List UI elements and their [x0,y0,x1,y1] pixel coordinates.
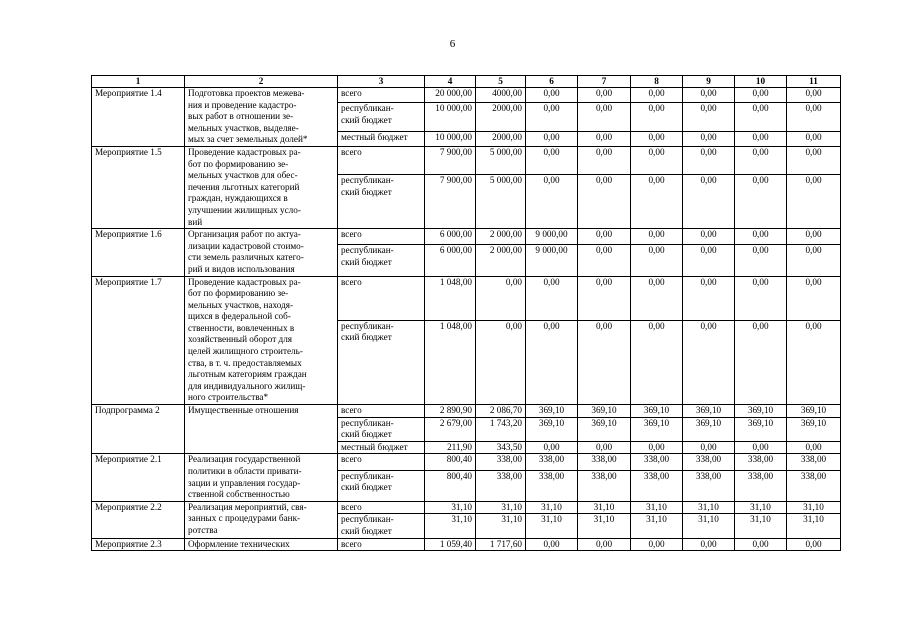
amount-cell: 5 000,00 [476,146,526,174]
header-cell: 10 [735,76,787,88]
item-name-cell: Мероприятие 1.4 [92,88,185,147]
amount-cell: 0,00 [631,131,683,146]
amount-cell: 369,10 [787,417,841,441]
funding-source-line: местный бюджет [341,131,408,142]
header-cell: 2 [185,76,338,88]
amount-cell: 31,10 [526,501,578,514]
amount-cell: 5 000,00 [476,175,526,229]
funding-source-line: всего [341,538,362,549]
amount-cell: 369,10 [735,405,787,418]
amount-cell: 338,00 [476,454,526,470]
amount-cell: 0,00 [683,88,735,103]
description-line: мельных участков, выделяе- [188,122,299,133]
amount-cell: 2 000,00 [476,229,526,245]
description-line: бот по формированию зе- [188,158,289,169]
funding-source-cell [338,175,425,229]
funding-source-line: ский бюджет [341,186,392,197]
amount-cell: 0,00 [683,175,735,229]
amount-cell: 0,00 [526,441,578,454]
amount-cell: 2000,00 [476,103,526,132]
amount-cell: 0,00 [526,276,578,320]
amount-cell: 369,10 [526,405,578,418]
amount-cell: 0,00 [735,175,787,229]
amount-cell: 0,00 [735,103,787,132]
amount-cell: 0,00 [787,88,841,103]
description-line: хозяйственный оборот для [188,334,293,345]
table-row [92,229,841,245]
item-description-cell [185,538,338,551]
item-description-cell [185,454,338,501]
funding-source-line: ский бюджет [341,256,392,267]
page-number: 6 [449,38,456,50]
amount-cell: 0,00 [787,229,841,245]
funding-source-line: ский бюджет [341,429,392,440]
amount-cell: 0,00 [787,538,841,551]
amount-cell: 0,00 [683,146,735,174]
amount-cell: 0,00 [578,103,631,132]
funding-source-cell [338,514,425,538]
table-body [92,88,841,551]
header-cell: 3 [338,76,425,88]
amount-cell: 0,00 [787,175,841,229]
funding-source-line: всего [341,88,362,98]
item-name-cell: Мероприятие 1.6 [92,229,185,276]
item-name-cell: Мероприятие 1.5 [92,146,185,228]
item-name-cell: Подпрограмма 2 [92,405,185,454]
description-line: Оформление технических [188,538,290,549]
amount-cell: 0,00 [631,103,683,132]
budget-table [91,75,841,551]
funding-source-cell [338,538,425,551]
amount-cell: 338,00 [735,470,787,501]
amount-cell: 338,00 [578,470,631,501]
description-line: улучшении жилищных усло- [188,204,301,215]
description-line: вых работ в отношении зе- [188,111,294,122]
amount-cell: 0,00 [578,538,631,551]
description-line: мельных участков, находя- [188,299,294,310]
amount-cell: 0,00 [526,88,578,103]
amount-cell: 0,00 [735,146,787,174]
header-cell: 6 [526,76,578,88]
amount-cell: 2000,00 [476,131,526,146]
amount-cell: 0,00 [787,276,841,320]
description-line: сти земель различных катего- [188,252,304,263]
funding-source-line: республикан- [341,417,394,428]
amount-cell: 338,00 [631,454,683,470]
description-line: Подготовка проектов межева- [188,88,305,98]
amount-cell: 369,10 [787,405,841,418]
funding-source-line: местный бюджет [341,441,408,452]
amount-cell: 31,10 [787,501,841,514]
description-line: Реализация мероприятий, свя- [188,501,307,512]
description-line: печения льготных категорий [188,181,300,192]
amount-cell: 338,00 [578,454,631,470]
funding-source-line: ский бюджет [341,525,392,536]
amount-cell: 6 000,00 [425,229,476,245]
funding-source-line: всего [341,276,362,287]
amount-cell: 1 743,20 [476,417,526,441]
funding-source-line: республикан- [341,470,394,481]
amount-cell: 369,10 [631,417,683,441]
description-line: ния и проведение кадастро- [188,99,297,110]
amount-cell: 1 048,00 [425,276,476,320]
amount-cell: 369,10 [683,405,735,418]
amount-cell: 31,10 [578,501,631,514]
amount-cell: 0,00 [578,441,631,454]
amount-cell: 0,00 [735,131,787,146]
amount-cell: 0,00 [578,245,631,276]
item-description-cell [185,501,338,538]
funding-source-line: всего [341,229,362,240]
amount-cell: 0,00 [787,320,841,405]
funding-source-line: ский бюджет [341,482,392,493]
item-description-cell [185,405,338,454]
amount-cell: 0,00 [787,103,841,132]
description-line: Реализация государственной [188,454,301,465]
amount-cell: 4000,00 [476,88,526,103]
item-name-cell: Мероприятие 2.2 [92,501,185,538]
description-line: льготным категориям граждан [188,369,307,380]
amount-cell: 800,40 [425,454,476,470]
amount-cell: 10 000,00 [425,131,476,146]
amount-cell: 0,00 [631,245,683,276]
funding-source-cell [338,229,425,245]
amount-cell: 0,00 [578,175,631,229]
amount-cell: 0,00 [683,276,735,320]
table-row [92,146,841,174]
description-line: ротства [188,524,218,535]
funding-source-cell [338,146,425,174]
funding-source-cell [338,470,425,501]
funding-source-line: всего [341,146,362,157]
amount-cell: 0,00 [683,441,735,454]
amount-cell: 31,10 [735,501,787,514]
amount-cell: 0,00 [578,88,631,103]
amount-cell: 338,00 [787,454,841,470]
amount-cell: 2 086,70 [476,405,526,418]
amount-cell: 0,00 [526,320,578,405]
amount-cell: 800,40 [425,470,476,501]
header-cell: 1 [92,76,185,88]
amount-cell: 0,00 [735,441,787,454]
description-line: Организация работ по актуа- [188,229,301,240]
amount-cell: 0,00 [683,245,735,276]
amount-cell: 0,00 [578,131,631,146]
funding-source-cell [338,441,425,454]
amount-cell: 0,00 [787,146,841,174]
amount-cell: 0,00 [631,88,683,103]
amount-cell: 7 900,00 [425,175,476,229]
description-line: щихся в федеральной соб- [188,311,291,322]
amount-cell: 31,10 [476,514,526,538]
description-line: ственной собственностью [188,489,290,500]
funding-source-line: республикан- [341,103,394,114]
description-line: ства, в т. ч. предоставляемых [188,357,302,368]
amount-cell: 0,00 [683,538,735,551]
amount-cell: 0,00 [683,229,735,245]
amount-cell: 31,10 [425,501,476,514]
amount-cell: 0,00 [631,320,683,405]
funding-source-line: республикан- [341,175,394,186]
description-line: целей жилищного строитель- [188,346,303,357]
funding-source-cell [338,131,425,146]
description-line: для индивидуального жилищ- [188,380,306,391]
header-cell: 5 [476,76,526,88]
amount-cell: 31,10 [631,514,683,538]
header-cell: 9 [683,76,735,88]
amount-cell: 0,00 [631,441,683,454]
amount-cell: 31,10 [476,501,526,514]
amount-cell: 338,00 [787,470,841,501]
amount-cell: 0,00 [735,88,787,103]
amount-cell: 31,10 [578,514,631,538]
funding-source-cell [338,320,425,405]
amount-cell: 31,10 [683,501,735,514]
amount-cell: 0,00 [735,245,787,276]
funding-source-line: всего [341,501,362,512]
amount-cell: 369,10 [578,405,631,418]
description-line: граждан, нуждающихся в [188,193,288,204]
amount-cell: 0,00 [735,229,787,245]
amount-cell: 0,00 [631,175,683,229]
amount-cell: 369,10 [683,417,735,441]
amount-cell: 10 000,00 [425,103,476,132]
amount-cell: 20 000,00 [425,88,476,103]
amount-cell: 369,10 [631,405,683,418]
amount-cell: 1 059,40 [425,538,476,551]
table-row [92,501,841,514]
funding-source-line: всего [341,454,362,465]
amount-cell: 31,10 [735,514,787,538]
amount-cell: 31,10 [631,501,683,514]
funding-source-cell [338,405,425,418]
amount-cell: 31,10 [683,514,735,538]
funding-source-line: республикан- [341,514,394,525]
amount-cell: 0,00 [526,538,578,551]
funding-source-line: ский бюджет [341,332,392,343]
amount-cell: 7 900,00 [425,146,476,174]
amount-cell: 369,10 [578,417,631,441]
amount-cell: 211,90 [425,441,476,454]
amount-cell: 0,00 [735,276,787,320]
header-cell: 11 [787,76,841,88]
amount-cell: 0,00 [631,276,683,320]
funding-source-line: республикан- [341,245,394,256]
amount-cell: 9 000,00 [526,229,578,245]
amount-cell: 31,10 [526,514,578,538]
description-line: мельных участков для обес- [188,170,298,181]
amount-cell: 369,10 [526,417,578,441]
funding-source-cell [338,417,425,441]
description-line: ственности, вовлеченных в [188,322,295,333]
amount-cell: 369,10 [735,417,787,441]
amount-cell: 0,00 [683,131,735,146]
amount-cell: 0,00 [526,175,578,229]
amount-cell: 0,00 [683,103,735,132]
amount-cell: 1 048,00 [425,320,476,405]
amount-cell: 338,00 [526,454,578,470]
description-line: Проведение кадастровых ра- [188,146,301,157]
amount-cell: 338,00 [735,454,787,470]
amount-cell: 343,50 [476,441,526,454]
amount-cell: 0,00 [526,103,578,132]
item-description-cell [185,88,338,147]
amount-cell: 31,10 [425,514,476,538]
table-row [92,88,841,103]
funding-source-cell [338,501,425,514]
amount-cell: 2 890,90 [425,405,476,418]
header-row [92,76,841,88]
amount-cell: 338,00 [476,470,526,501]
item-name-cell: Мероприятие 1.7 [92,276,185,405]
item-description-cell [185,229,338,276]
amount-cell: 0,00 [683,320,735,405]
amount-cell: 0,00 [526,131,578,146]
amount-cell: 0,00 [735,538,787,551]
amount-cell: 338,00 [683,470,735,501]
description-line: рий и видов использования [188,263,295,274]
amount-cell: 0,00 [578,146,631,174]
amount-cell: 2 000,00 [476,245,526,276]
description-line: мых за счет земельных долей* [188,134,308,145]
amount-cell: 0,00 [476,276,526,320]
amount-cell: 0,00 [526,146,578,174]
description-line: занных с процедурами банк- [188,513,301,524]
item-description-cell [185,146,338,228]
funding-source-cell [338,245,425,276]
amount-cell: 0,00 [578,229,631,245]
funding-source-cell [338,103,425,132]
amount-cell: 338,00 [526,470,578,501]
amount-cell: 0,00 [787,441,841,454]
description-line: Имущественные отношения [188,405,299,416]
amount-cell: 0,00 [476,320,526,405]
table-row [92,276,841,320]
header-cell: 4 [425,76,476,88]
amount-cell: 0,00 [578,320,631,405]
table-row [92,454,841,470]
header-cell: 7 [578,76,631,88]
amount-cell: 0,00 [631,538,683,551]
item-name-cell: Мероприятие 2.3 [92,538,185,551]
funding-source-line: республикан- [341,320,394,331]
amount-cell: 2 679,00 [425,417,476,441]
description-line: политики в области привати- [188,466,302,476]
amount-cell: 338,00 [631,470,683,501]
description-line: ного строительства* [188,392,269,403]
amount-cell: 0,00 [735,320,787,405]
amount-cell: 0,00 [787,131,841,146]
description-line: зации и управления государ- [188,477,301,488]
description-line: Проведение кадастровых ра- [188,276,301,287]
header-cell: 8 [631,76,683,88]
table-row [92,538,841,551]
amount-cell: 0,00 [631,229,683,245]
funding-source-line: ский бюджет [341,114,392,125]
amount-cell: 31,10 [787,514,841,538]
amount-cell: 0,00 [578,276,631,320]
description-line: вий [188,216,203,227]
table-row [92,405,841,418]
item-name-cell: Мероприятие 2.1 [92,454,185,501]
amount-cell: 1 717,60 [476,538,526,551]
amount-cell: 0,00 [787,245,841,276]
funding-source-cell [338,454,425,470]
description-line: бот по формированию зе- [188,288,289,299]
description-line: лизации кадастровой стоимо- [188,240,304,251]
amount-cell: 338,00 [683,454,735,470]
amount-cell: 6 000,00 [425,245,476,276]
funding-source-line: всего [341,405,362,416]
item-description-cell [185,276,338,405]
amount-cell: 0,00 [631,146,683,174]
funding-source-cell [338,276,425,320]
funding-source-cell [338,88,425,103]
amount-cell: 9 000,00 [526,245,578,276]
